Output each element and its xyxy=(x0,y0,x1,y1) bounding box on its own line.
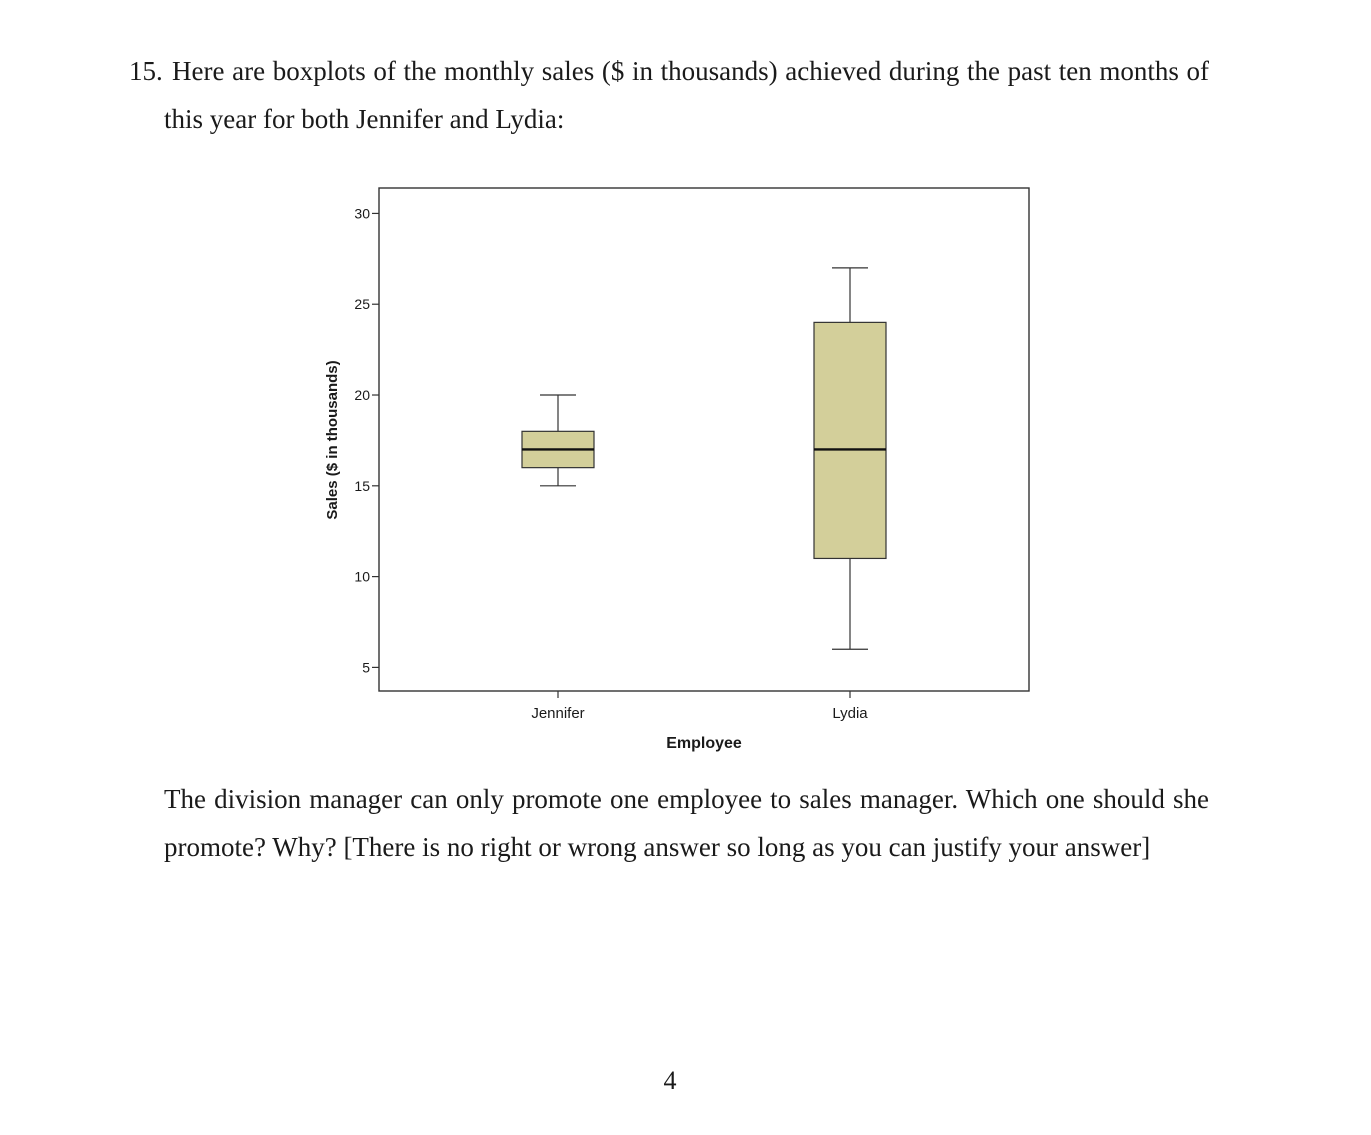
plot-area-frame xyxy=(379,188,1029,691)
y-tick-label: 10 xyxy=(354,568,370,585)
y-tick-label: 20 xyxy=(354,387,370,404)
y-tick-label: 5 xyxy=(362,659,370,676)
y-tick-label: 25 xyxy=(354,296,370,313)
x-axis xyxy=(531,691,868,722)
x-tick-label: Jennifer xyxy=(531,705,585,722)
question-prompt-text: The division manager can only promote one employee to sales manager. Which one should she promote? Why? [There is no right or wrong answer so long as you can justify your answer] xyxy=(164,784,1209,862)
x-axis-title: Employee xyxy=(666,735,742,752)
x-tick-label: Lydia xyxy=(832,705,868,722)
y-axis xyxy=(354,205,379,675)
question-number: 15. xyxy=(129,56,163,86)
boxplot-chart xyxy=(300,175,1050,765)
y-axis-title: Sales ($ in thousands) xyxy=(324,360,341,520)
question-intro-text: Here are boxplots of the monthly sales ($ in thousands) achieved during the past ten months of this year for both Jennifer and Lydia: xyxy=(164,56,1209,134)
page-number: 4 xyxy=(663,1066,677,1095)
y-tick-label: 30 xyxy=(354,205,370,222)
iqr-box-lydia xyxy=(814,322,886,558)
y-tick-label: 15 xyxy=(354,477,370,494)
